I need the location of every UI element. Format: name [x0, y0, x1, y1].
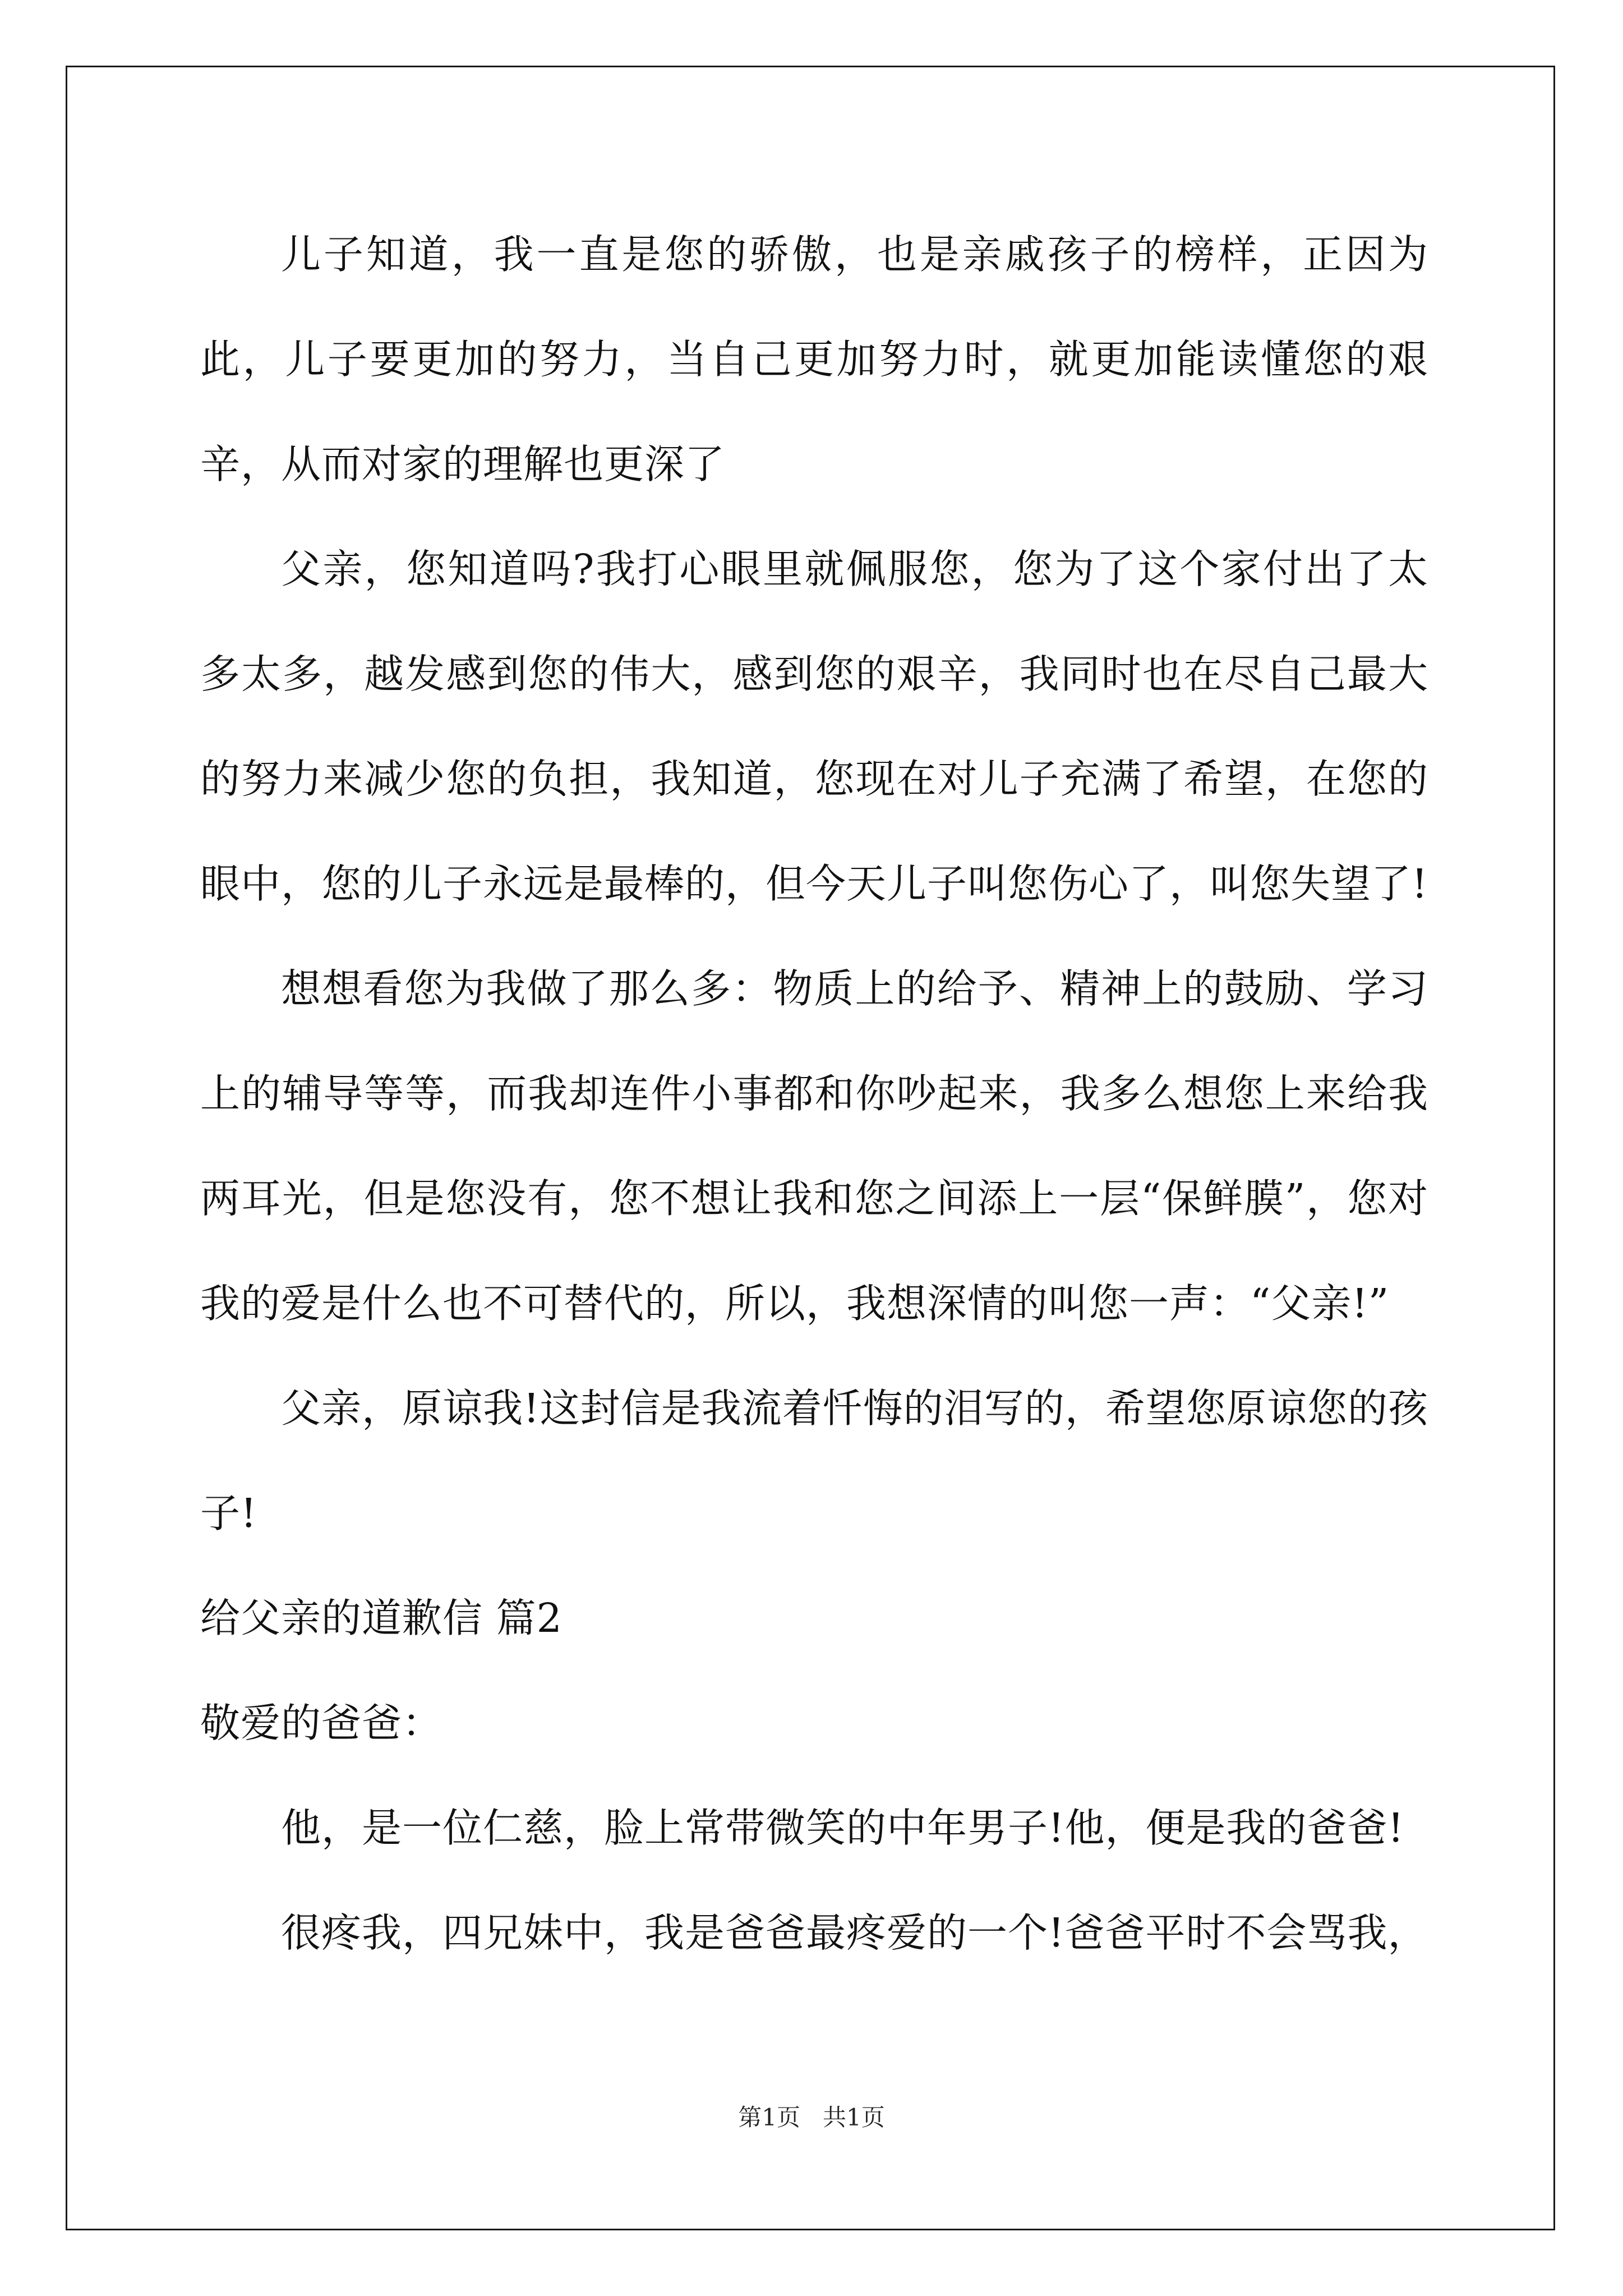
- document-body: [200, 202, 1428, 1985]
- page-total: 共1页: [823, 2104, 885, 2131]
- page-number: 第1页: [738, 2104, 800, 2131]
- paragraph: 想想看您为我做了那么多：物质上的给予、精神上的鼓励、学习上的辅导等等，而我却连件小事都和你吵起来，我多么想您上来给我两耳光，但是您没有，您不想让我和您之间添上一层“保鲜膜”，您对我的爱是什么也不可替代的，所以，我想深情的叫您一声：“父亲!”: [200, 965, 1428, 1327]
- page-footer: [0, 2099, 1623, 2133]
- paragraph: 他，是一位仁慈，脸上常带微笑的中年男子!他，便是我的爸爸!: [281, 1805, 1405, 1851]
- paragraph: 很疼我，四兄妹中，我是爸爸最疼爱的一个!爸爸平时不会骂我，: [281, 1910, 1428, 1956]
- paragraph: 父亲，原谅我!这封信是我流着忏悔的泪写的，希望您原谅您的孩子!: [200, 1385, 1428, 1536]
- section-heading: 给父亲的道歉信 篇2: [200, 1595, 562, 1641]
- paragraph: 父亲，您知道吗?我打心眼里就佩服您，您为了这个家付出了太多太多，越发感到您的伟大，感到您的艰辛，我同时也在尽自己最大的努力来减少您的负担，我知道，您现在对儿子充满了希望，在您的眼中，您的儿子永远是最棒的，但今天儿子叫您伤心了，叫您失望了!: [200, 546, 1428, 907]
- paragraph: 儿子知道，我一直是您的骄傲，也是亲戚孩子的榜样，正因为此，儿子要更加的努力，当自己更加努力时，就更加能读懂您的艰辛，从而对家的理解也更深了: [200, 231, 1428, 487]
- salutation: 敬爱的爸爸：: [200, 1700, 443, 1746]
